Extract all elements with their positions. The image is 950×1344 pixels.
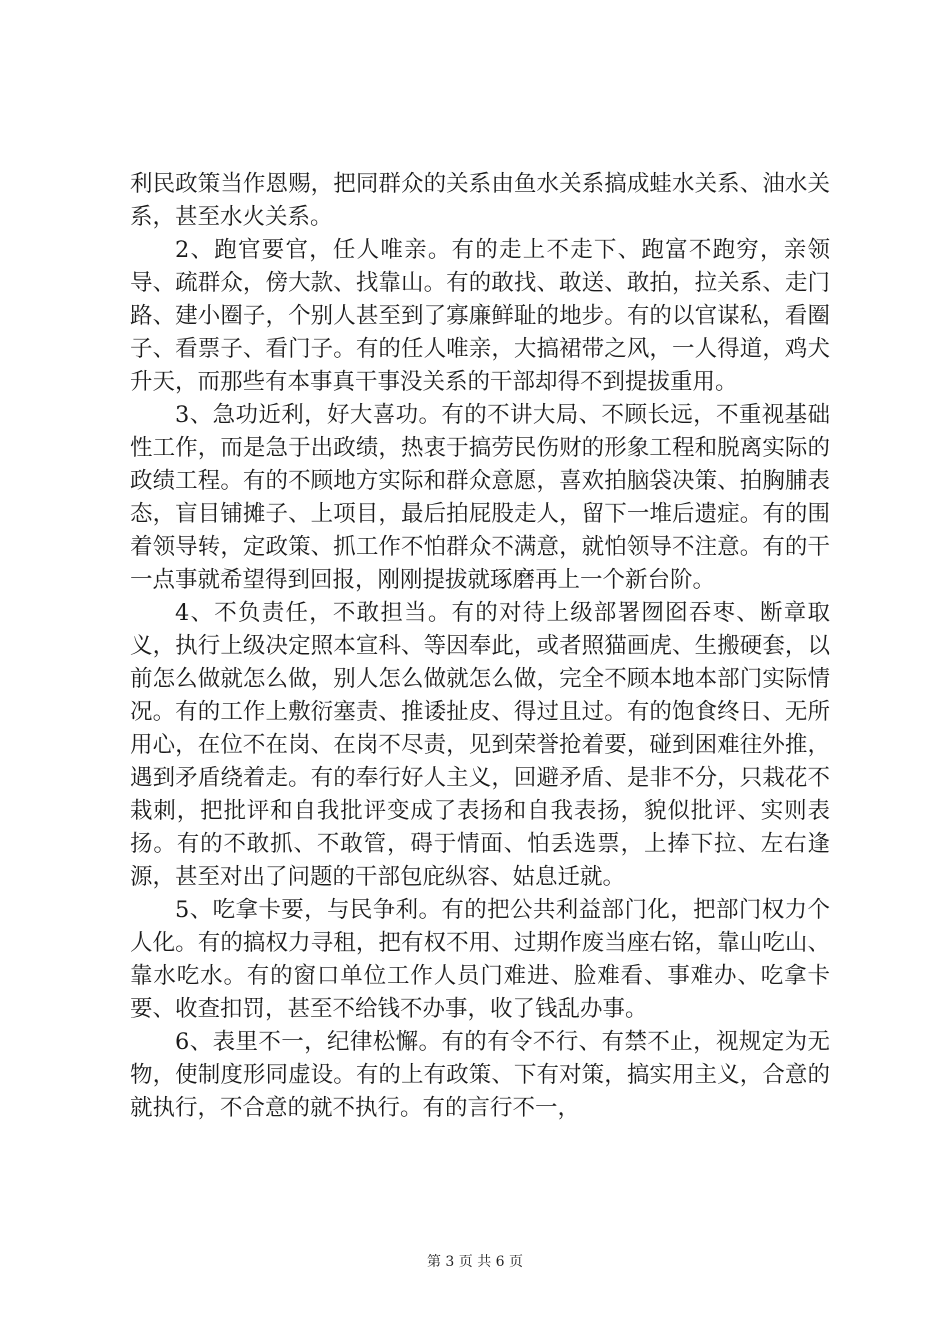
paragraph-item-2: 2、跑官要官，任人唯亲。有的走上不走下、跑富不跑穷，亲领导、疏群众，傍大款、找靠山。有的敢找、敢送、敢拍，拉关系、走门路、建小圈子，个别人甚至到了寡廉鲜耻的地步。有的以官谋私，看圈子、看票子、看门子。有的任人唯亲，大搞裙带之风，一人得道，鸡犬升天，而那些有本事真干事没关系的干部却得不到提拔重用。 (130, 237, 830, 395)
paragraph-continuation: 利民政策当作恩赐，把同群众的关系由鱼水关系搞成蛙水关系、油水关系，甚至水火关系。 (130, 171, 830, 230)
paragraph-item-4: 4、不负责任，不敢担当。有的对待上级部署囫囵吞枣、断章取义，执行上级决定照本宣科、等因奉此，或者照猫画虎、生搬硬套，以前怎么做就怎么做，别人怎么做就怎么做，完全不顾本地本部门实际情况。有的工作上敷衍塞责、推诿扯皮、得过且过。有的饱食终日、无所用心，在位不在岗、在岗不尽责，见到荣誉抢着要，碰到困难往外推，遇到矛盾绕着走。有的奉行好人主义，回避矛盾、是非不分，只栽花不栽刺，把批评和自我批评变成了表扬和自我表扬，貌似批评、实则表扬。有的不敢抓、不敢管，碍于情面、怕丢选票，上捧下拉、左右逢源，甚至对出了问题的干部包庇纵容、姑息迁就。 (130, 600, 830, 890)
document-body (130, 168, 830, 1125)
page-footer: 第 3 页 共 6 页 (426, 1254, 524, 1270)
paragraph-item-3: 3、急功近利，好大喜功。有的不讲大局、不顾长远，不重视基础性工作，而是急于出政绩，热衷于搞劳民伤财的形象工程和脱离实际的政绩工程。有的不顾地方实际和群众意愿，喜欢拍脑袋决策、拍胸脯表态，盲目铺摊子、上项目，最后拍屁股走人，留下一堆后遗症。有的围着领导转，定政策、抓工作不怕群众不满意，就怕领导不注意。有的干一点事就希望得到回报，刚刚提拔就琢磨再上一个新台阶。 (130, 402, 830, 593)
paragraph-item-5: 5、吃拿卡要，与民争利。有的把公共利益部门化，把部门权力个人化。有的搞权力寻租，把有权不用、过期作废当座右铭，靠山吃山、靠水吃水。有的窗口单位工作人员门难进、脸难看、事难办、吃拿卡要、收查扣罚，甚至不给钱不办事，收了钱乱办事。 (130, 897, 830, 1022)
paragraph-item-6: 6、表里不一，纪律松懈。有的有令不行、有禁不止，视规定为无物，使制度形同虚设。有的上有政策、下有对策，搞实用主义，合意的就执行，不合意的就不执行。有的言行不一， (130, 1029, 830, 1121)
